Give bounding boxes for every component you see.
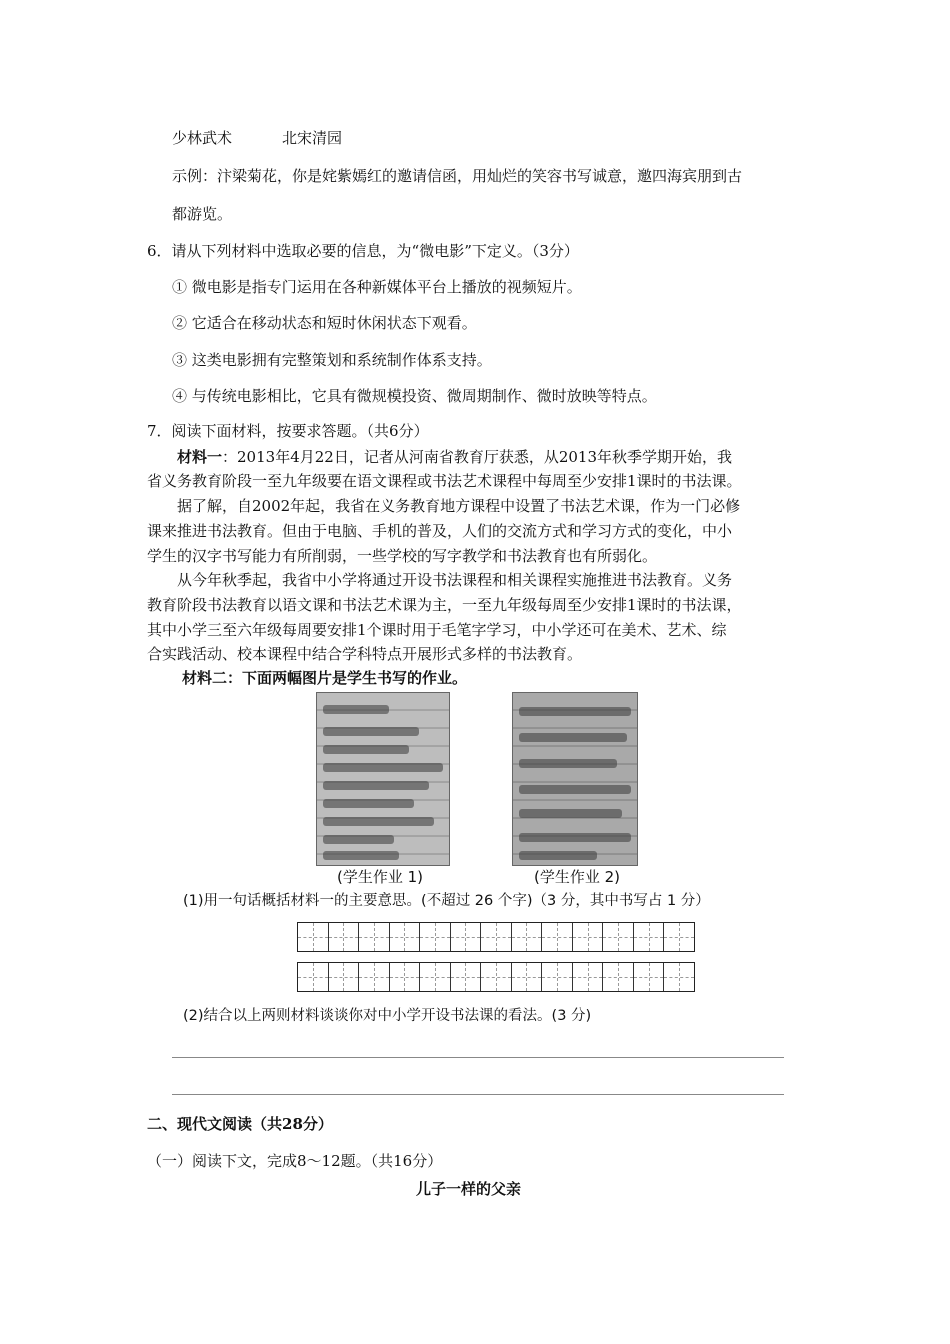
- material1-para2-line2: 课来推进书法教育。但由于电脑、手机的普及，人们的交流方式和学习方式的变化，中小: [147, 522, 733, 540]
- q6-option-2: ② 它适合在移动状态和短时休闲状态下观看。: [172, 314, 477, 332]
- material2-heading: 材料二：下面两幅图片是学生书写的作业。: [182, 669, 468, 687]
- part2-sub-intro: （一）阅读下文，完成8～12题。（共16分）: [147, 1152, 443, 1170]
- q6-option-3: ③ 这类电影拥有完整策划和系统制作体系支持。: [172, 351, 492, 369]
- material1-label: 材料一: [177, 448, 223, 466]
- material1-para3-line2: 教育阶段书法教育以语文课和书法艺术课为主，一至九年级每周至少安排1课时的书法课，: [147, 596, 742, 614]
- option-beisong: 北宋清园: [282, 129, 343, 147]
- q6-option-4: ④ 与传统电影相比，它具有微规模投资、微周期制作、微时放映等特点。: [172, 387, 657, 405]
- answer-grid-row-1[interactable]: [297, 922, 695, 952]
- q6-stem: 6．请从下列材料中选取必要的信息，为“微电影”下定义。（3分）: [147, 242, 579, 260]
- material1-para2-line1: 据了解，自2002年起，我省在义务教育地方课程中设置了书法艺术课，作为一门必修: [177, 497, 741, 515]
- example-line-1: 示例：汴梁菊花，你是姹紫嫣红的邀请信函，用灿烂的笑容书写诚意，邀四海宾朋到古: [172, 167, 743, 185]
- q7-sub1: (1)用一句话概括材料一的主要意思。(不超过 26 个字)（3 分，其中书写占 1 分）: [183, 893, 710, 909]
- material1-para3-line4: 合实践活动、校本课程中结合学科特点开展形式多样的书法教育。: [147, 645, 583, 663]
- material1-para3-line1: 从今年秋季起，我省中小学将通过开设书法课程和相关课程实施推进书法教育。义务: [177, 571, 733, 589]
- answer-grid-row-2[interactable]: [297, 962, 695, 992]
- student-homework-photo-2: [512, 692, 638, 866]
- material1-para2-line3: 学生的汉字书写能力有所削弱，一些学校的写字教学和书法教育也有所弱化。: [147, 547, 658, 565]
- q7-stem: 7．阅读下面材料，按要求答题。（共6分）: [147, 422, 429, 440]
- material1-para1-line2: 省义务教育阶段一至九年级要在语文课程或书法艺术课程中每周至少安排1课时的书法课。: [147, 472, 742, 490]
- q7-sub2: (2)结合以上两则材料谈谈你对中小学开设书法课的看法。(3 分): [183, 1008, 592, 1024]
- example-line-2: 都游览。: [172, 205, 233, 223]
- caption-homework-2: (学生作业 2): [534, 868, 621, 886]
- material1-para3-line3: 其中小学三至六年级每周要安排1个课时用于毛笔字学习，中小学还可在美术、艺术、综: [147, 621, 727, 639]
- option-shaolin: 少林武术: [172, 129, 233, 147]
- answer-line-2[interactable]: [172, 1094, 784, 1095]
- material1-para1-line1: [177, 446, 732, 468]
- student-homework-photo-1: [316, 692, 450, 866]
- material1-para1-text: ：2013年4月22日，记者从河南省教育厅获悉，从2013年秋季学期开始，我: [222, 448, 732, 466]
- caption-homework-1: (学生作业 1): [337, 868, 424, 886]
- answer-line-1[interactable]: [172, 1057, 784, 1058]
- essay-title: 儿子一样的父亲: [416, 1180, 522, 1198]
- q6-option-1: ① 微电影是指专门运用在各种新媒体平台上播放的视频短片。: [172, 278, 582, 296]
- part2-heading: 二、现代文阅读（共28分）: [147, 1115, 333, 1133]
